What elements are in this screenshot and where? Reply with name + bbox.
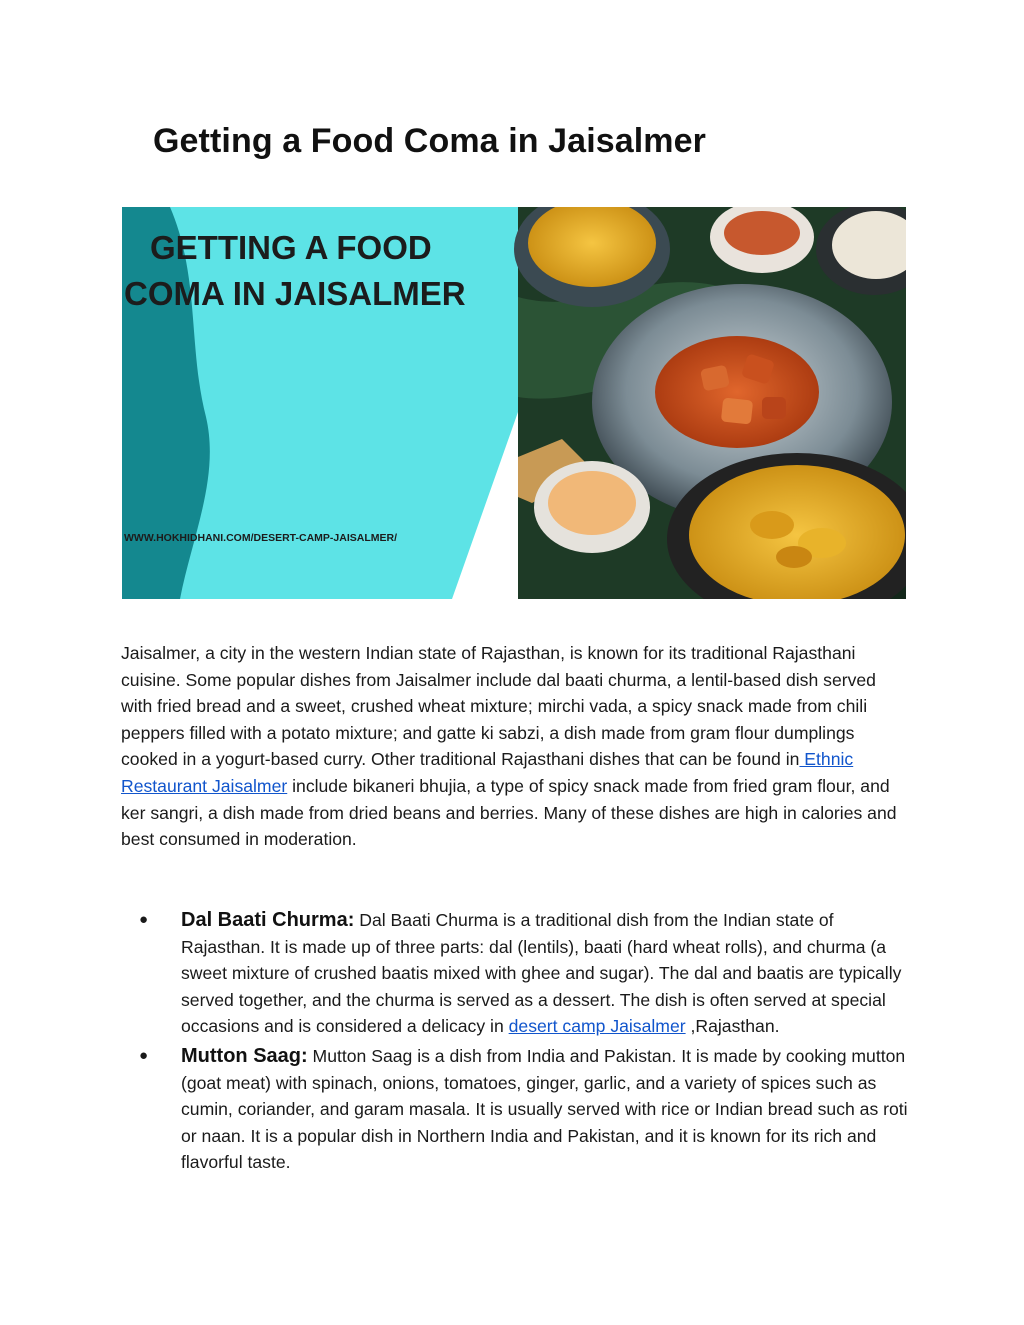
ethnic-restaurant-link[interactable]: Ethnic Restaurant Jaisalmer bbox=[121, 749, 854, 796]
list-item bbox=[130, 1043, 910, 1176]
dish-description-end: ,Rajasthan. bbox=[685, 1016, 780, 1037]
bullet-icon: ● bbox=[139, 1046, 149, 1064]
dish-term: Mutton Saag: bbox=[181, 1044, 308, 1067]
banner-headline-line1: GETTING A FOOD bbox=[150, 229, 432, 266]
page-title: Getting a Food Coma in Jaisalmer bbox=[153, 122, 706, 160]
desert-camp-link[interactable]: desert camp Jaisalmer bbox=[508, 1016, 686, 1037]
dish-term: Dal Baati Churma: bbox=[181, 909, 355, 931]
dish-list bbox=[130, 907, 910, 1176]
banner-url-text: WWW.HOKHIDHANI.COM/DESERT-CAMP-JAISALMER/ bbox=[124, 532, 397, 544]
intro-text: Jaisalmer, a city in the western Indian state of Rajasthan, is known for its traditional Rajasthani cuisine. Some popular dishes from Jaisalmer include dal baati churma, a lentil-based dish served with fried bread and a sweet, crushed wheat mixture; mirchi vada, a spicy snack made from chili peppers filled with a potato mixture; and gatte ki sabzi, a dish made from gram flour dumplings cooked in a yogurt-based curry. Other traditional Rajasthani dishes that can be found in bbox=[121, 643, 876, 770]
dish-description: Mutton Saag is a dish from India and Pakistan. It is made by cooking mutton (goat meat) with spinach, onions, tomatoes, ginger, garlic, and a variety of spices such as cumin, coriander, and garam masala. It is usually served with rice or Indian bread such as roti or naan. It is a popular dish in Northern India and Pakistan, and it is known for its rich and flavorful taste. bbox=[181, 1045, 908, 1173]
intro-paragraph bbox=[121, 640, 911, 853]
dish-description: Dal Baati Churma is a traditional dish from the Indian state of Rajasthan. It is made up of three parts: dal (lentils), baati (hard wheat rolls), and churma (a sweet mixture of crushed baatis mixed with ghee and sugar). The dal and baatis are typically served together, and the churma is served as a dessert. The dish is often served at special occasions and is considered a delicacy in bbox=[181, 910, 902, 1037]
banner-headline-line2: COMA IN JAISALMER bbox=[124, 275, 466, 312]
list-item bbox=[130, 907, 910, 1040]
banner-graphic bbox=[122, 207, 906, 599]
intro-text-continued: include bikaneri bhujia, a type of spicy snack made from fried gram flour, and ker sangri, a dish made from dried beans and berries. Many of these dishes are high in calories and best consumed in moderation. bbox=[121, 775, 897, 850]
bullet-icon: ● bbox=[139, 911, 149, 928]
banner-image bbox=[122, 207, 906, 599]
